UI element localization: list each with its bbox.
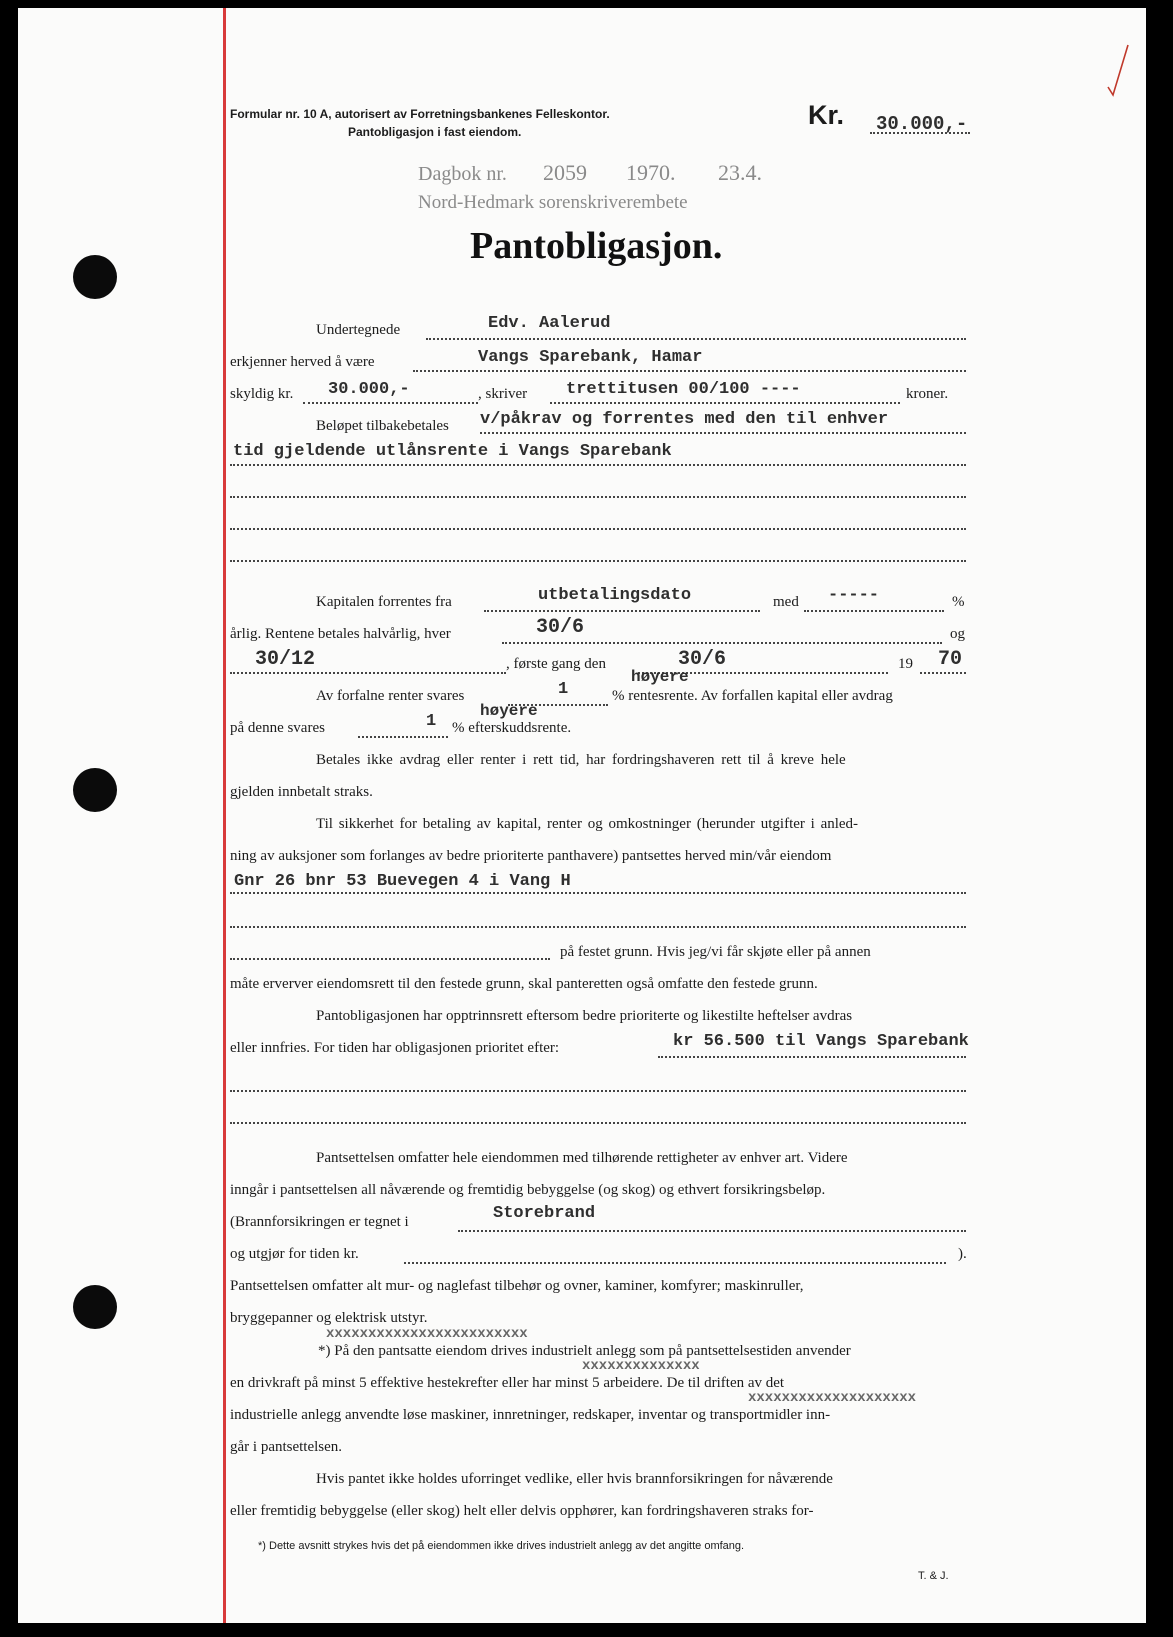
repayment-terms-line1: v/påkrav og forrentes med den til enhver bbox=[480, 410, 889, 429]
kroner-label: kroner. bbox=[906, 386, 949, 402]
clause-default-end: gjelden innbetalt straks. bbox=[230, 784, 373, 800]
efterskudd-text: % efterskuddsrente. bbox=[452, 720, 572, 736]
clause-maintenance-2: eller fremtidig bebyggelse (eller skog) helt eller delvis opphører, kan fordringshaveren straks for- bbox=[230, 1503, 814, 1519]
clause-priority: Pantobligasjonen har opptrinnsrett eftersom bedre prioriterte og likestilte heftelser avdras bbox=[316, 1008, 853, 1024]
clause-industrial: *) På den pantsatte eiendom drives industrielt anlegg som på pantsettelsestiden anvender bbox=[318, 1343, 851, 1359]
forfalne-label: Av forfalne renter svares bbox=[316, 688, 465, 704]
year-prefix: 19 bbox=[898, 656, 913, 672]
strikeout-3: xxxxxxxxxxxxxxxxxxxx bbox=[748, 1390, 917, 1406]
clause-maintenance: Hvis pantet ikke holdes uforringet vedlike, eller hvis brannforsikringen for nåværende bbox=[316, 1471, 833, 1487]
dagbok-number: 2059 bbox=[543, 160, 587, 185]
payment-date-1: 30/6 bbox=[536, 616, 585, 639]
skyldig-label: skyldig kr. bbox=[230, 386, 294, 402]
first-payment-date: 30/6 bbox=[678, 648, 727, 671]
hoyere-note-2: høyere bbox=[480, 702, 538, 720]
undertegnede-value: Edv. Aalerud bbox=[488, 314, 611, 333]
strikeout-2: xxxxxxxxxxxxxx bbox=[582, 1358, 700, 1374]
interest-start: utbetalingsdato bbox=[538, 586, 692, 605]
property-description: Gnr 26 bnr 53 Buevegen 4 i Vang H bbox=[234, 872, 571, 891]
skriver-label: , skriver bbox=[478, 386, 528, 402]
utgjor-label: og utgjør for tiden kr. bbox=[230, 1246, 359, 1262]
forste-label: , første gang den bbox=[506, 656, 606, 672]
interest-rate: ----- bbox=[828, 586, 880, 605]
dagbok-label: Dagbok nr. bbox=[418, 163, 507, 185]
clause-scope: Pantsettelsen omfatter hele eiendommen med tilhørende rettigheter av enhver art. Videre bbox=[316, 1150, 848, 1166]
form-subtitle: Pantobligasjon i fast eiendom. bbox=[348, 125, 522, 139]
default-interest-2: 1 bbox=[426, 712, 437, 731]
erkjenner-label: erkjenner herved å være bbox=[230, 354, 375, 370]
default-interest-1: 1 bbox=[558, 680, 569, 699]
clause-fixtures-2: bryggepanner og elektrisk utstyr. bbox=[230, 1310, 428, 1326]
payment-date-2: 30/12 bbox=[255, 648, 316, 671]
clause-industrial-2: en drivkraft på minst 5 effektive hestekrefter eller har minst 5 arbeidere. De til driften av det bbox=[230, 1375, 785, 1391]
clause-security: Til sikkerhet for betaling av kapital, renter og omkostninger (herunder utgifter i anled- bbox=[316, 816, 859, 832]
creditor-value: Vangs Sparebank, Hamar bbox=[478, 348, 703, 367]
year-suffix: 70 bbox=[938, 648, 963, 671]
repayment-terms-line2: tid gjeldende utlånsrente i Vangs Sparebank bbox=[233, 442, 672, 461]
strikeout-1: xxxxxxxxxxxxxxxxxxxxxxxx bbox=[326, 1326, 528, 1342]
kapital-label: Kapitalen forrentes fra bbox=[316, 594, 452, 610]
clause-ground: måte erverver eiendomsrett til den festede grunn, skal panteretten også omfatte den festede grunn. bbox=[230, 976, 818, 992]
document-page bbox=[18, 8, 1146, 1623]
page-title: Pantobligasjon. bbox=[470, 225, 723, 267]
printer-mark: T. & J. bbox=[918, 1570, 949, 1582]
insurer-name: Storebrand bbox=[493, 1204, 596, 1223]
form-number: Formular nr. 10 A, autorisert av Forretningsbankenes Felleskontor. bbox=[230, 107, 610, 121]
priority-label: eller innfries. For tiden har obligasjonen prioritet efter: bbox=[230, 1040, 560, 1056]
clause-fixtures: Pantsettelsen omfatter alt mur- og naglefast tilbehør og ovner, kaminer, komfyrer; maskinruller, bbox=[230, 1278, 804, 1294]
clause-industrial-4: går i pantsettelsen. bbox=[230, 1439, 343, 1455]
undertegnede-label: Undertegnede bbox=[316, 322, 401, 338]
pa-denne-label: på denne svares bbox=[230, 720, 325, 736]
clause-default: Betales ikke avdrag eller renter i rett tid, har fordringshaveren rett til å kreve hele bbox=[316, 752, 846, 768]
kr-label: Kr. bbox=[808, 100, 845, 130]
hoyere-note-1: høyere bbox=[631, 668, 689, 686]
footnote: *) Dette avsnitt strykes hvis det på eiendommen ikke drives industrielt anlegg av det angitte omfang. bbox=[258, 1540, 745, 1552]
punch-hole bbox=[73, 255, 117, 299]
dagbok-year: 1970. bbox=[626, 160, 676, 185]
percent-sign: % bbox=[952, 594, 965, 610]
clause-security-2: ning av auksjoner som forlanges av bedre prioriterte panthavere) pantsettes herved min/vår eiendom bbox=[230, 848, 832, 864]
clause-industrial-3: industrielle anlegg anvendte løse maskiner, innretninger, redskaper, inventar og transportmidler inn- bbox=[230, 1407, 831, 1423]
og-label: og bbox=[950, 626, 965, 642]
amount-in-words: trettitusen 00/100 ---- bbox=[566, 380, 801, 399]
punch-hole bbox=[73, 1285, 117, 1329]
utgjor-end: ). bbox=[958, 1246, 967, 1262]
punch-hole bbox=[73, 768, 117, 812]
clause-scope-2: inngår i pantsettelsen all nåværende og fremtidig bebyggelse (og skog) og ethvert forsikringsbeløp. bbox=[230, 1182, 826, 1198]
arlig-label: årlig. Rentene betales halvårlig, hver bbox=[230, 626, 451, 642]
kr-amount: 30.000,- bbox=[876, 113, 968, 135]
skyldig-amount: 30.000,- bbox=[328, 380, 410, 399]
rentesrente-text: % rentesrente. Av forfallen kapital eller avdrag bbox=[612, 688, 893, 704]
priority-value: kr 56.500 til Vangs Sparebank bbox=[673, 1032, 969, 1051]
red-margin-line bbox=[223, 8, 226, 1623]
festet-grunn-text: på festet grunn. Hvis jeg/vi får skjøte eller på annen bbox=[560, 944, 871, 960]
fire-insurance-label: (Brannforsikringen er tegnet i bbox=[230, 1214, 409, 1230]
court-office: Nord-Hedmark sorenskriverembete bbox=[418, 192, 688, 213]
med-label: med bbox=[773, 594, 799, 610]
belop-label: Beløpet tilbakebetales bbox=[316, 418, 449, 434]
check-mark-icon bbox=[1104, 43, 1130, 99]
dagbok-date: 23.4. bbox=[718, 160, 762, 185]
